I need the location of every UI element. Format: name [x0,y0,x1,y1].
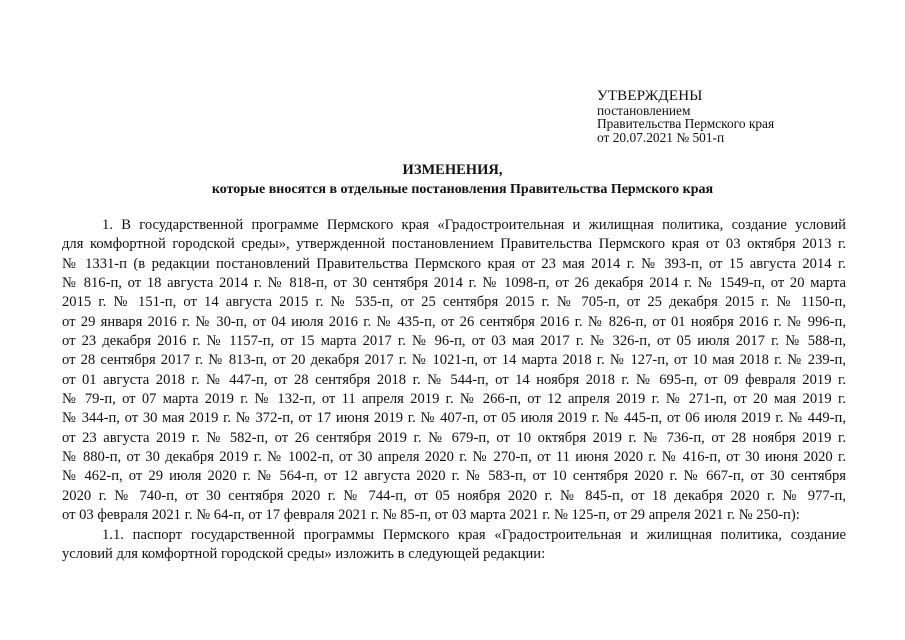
text-line: № 462-п, от 29 июля 2020 г. № 564-п, от 12 августа 2020 г. № 583-п, от 10 сентября 2020 г. № 667-п, от 30 сентября [62,468,846,485]
text-line: условий для комфортной городской среды» изложить в следующей редакции: [62,545,546,562]
document-subtitle: которые вносятся в отдельные постановления Правительства Пермского края [211,182,714,197]
text-line: от 03 февраля 2021 г. № 64-п, от 17 февраля 2021 г. № 85-п, от 03 марта 2021 г. № 125-п, от 29 апреля 2021 г. № 250-п): [62,507,800,524]
approval-stamp [597,88,774,144]
approval-heading: УТВЕРЖДЕНЫ [597,88,703,104]
text-line: от 29 января 2016 г. № 30-п, от 04 июля 2016 г. № 435-п, от 26 сентября 2016 г. № 826-п, от 01 ноября 2016 г. № 996-п, [62,313,846,330]
text-line: № 880-п, от 30 декабря 2019 г. № 1002-п, от 30 апреля 2020 г. № 270-п, от 11 июня 2020 г. № 416-п, от 30 июня 2020 г. [62,449,846,466]
text-line: для комфортной городской среды», утвержденной постановлением Правительства Пермского края от 03 октября 2013 г. [62,236,846,253]
text-line: № 344-п, от 30 мая 2019 г. № 372-п, от 17 июня 2019 г. № 407-п, от 05 июля 2019 г. № 445-п, от 06 июля 2019 г. № 449-п, [62,410,846,427]
approval-line: постановлением [597,103,691,118]
text-line: 1. В государственной программе Пермского края «Градостроительная и жилищная политика, создание условий [102,217,846,233]
document-title: ИЗМЕНЕНИЯ, [402,162,503,178]
text-line: от 23 августа 2019 г. № 582-п, от 26 сентября 2019 г. № 679-п, от 10 октября 2019 г. № 736-п, от 28 ноября 2019 г. [62,429,846,446]
text-line: от 01 августа 2018 г. № 447-п, от 28 сентября 2018 г. № 544-п, от 14 ноября 2018 г. № 695-п, от 09 февраля 2019 г. [62,371,846,388]
text-line: № 79-п, от 07 марта 2019 г. № 132-п, от 11 апреля 2019 г. № 266-п, от 12 апреля 2019 г. № 271-п, от 20 мая 2019 г. [62,391,846,408]
text-line: от 23 декабря 2016 г. № 1157-п, от 15 марта 2017 г. № 96-п, от 03 мая 2017 г. № 326-п, от 05 июля 2017 г. № 588-п, [62,333,846,350]
text-line: № 816-п, от 18 августа 2014 г. № 818-п, от 30 сентября 2014 г. № 1098-п, от 26 декабря 2014 г. № 1549-п, от 20 марта [62,275,846,292]
approval-date: от 20.07.2021 № 501-п [597,129,725,145]
text-line: 2020 г. № 740-п, от 30 сентября 2020 г. № 744-п, от 05 ноября 2020 г. № 845-п, от 18 декабря 2020 г. № 977-п, [62,487,846,504]
approval-line: Правительства Пермского края [597,116,775,132]
document-body [62,216,846,564]
text-line: 1.1. паспорт государственной программы Пермского края «Градостроительная и жилищная политика, создание [102,526,846,543]
text-line: от 28 сентября 2017 г. № 813-п, от 20 декабря 2017 г. № 1021-п, от 14 марта 2018 г. № 127-п, от 10 мая 2018 г. № 239-п, [62,352,846,369]
text-line: № 1331-п (в редакции постановлений Правительства Пермского края от 23 мая 2014 г. № 393-п, от 15 августа 2014 г. [62,255,846,272]
text-line: 2015 г. № 151-п, от 14 августа 2015 г. № 535-п, от 25 сентября 2015 г. № 705-п, от 25 декабря 2015 г. № 1150-п, [62,294,846,311]
